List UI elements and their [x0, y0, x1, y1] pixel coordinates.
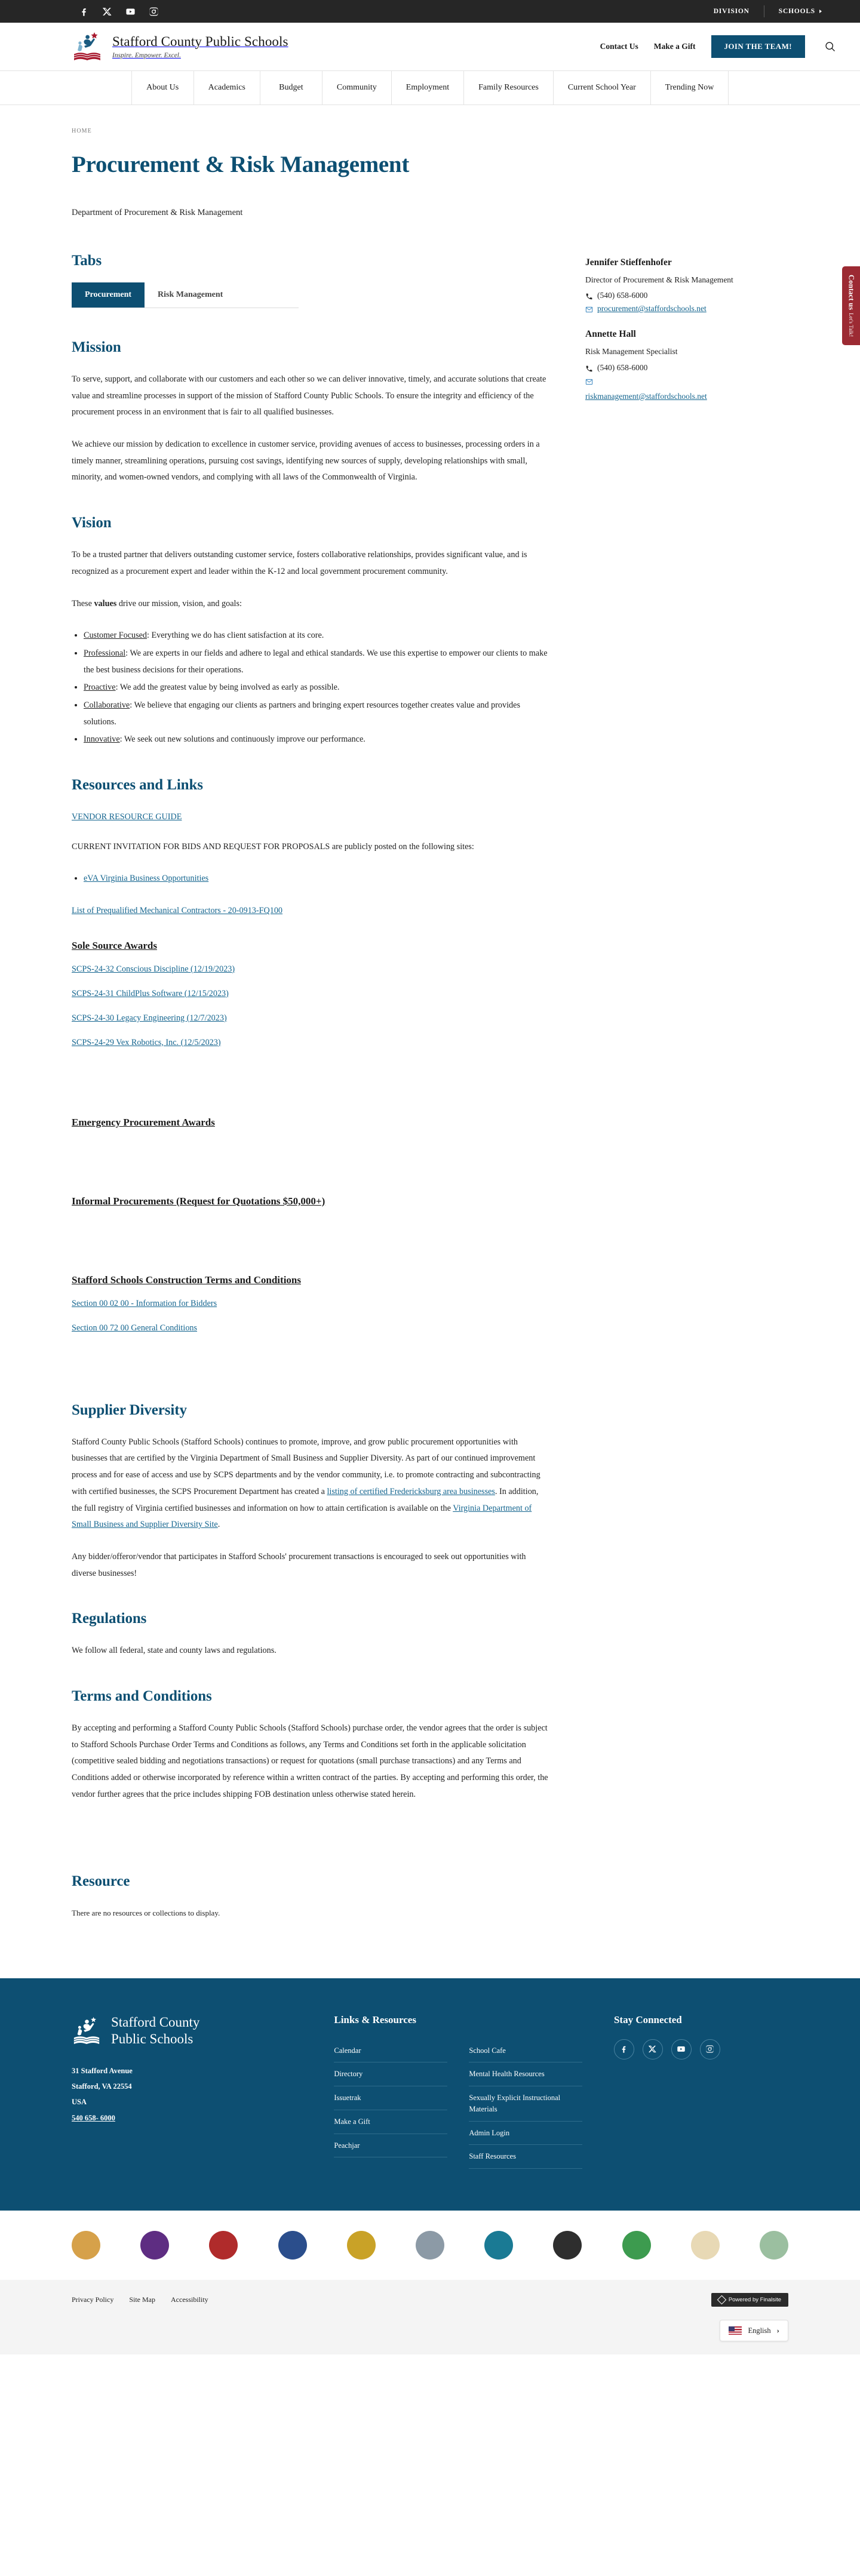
badge-gold[interactable]: [347, 2231, 376, 2260]
email-icon: [585, 378, 593, 386]
badge-flag[interactable]: [72, 2231, 100, 2260]
badge-star[interactable]: [140, 2231, 169, 2260]
sd-text-a: Stafford County Public Schools (Stafford Schools) continues to promote, improve, and grow public procurement opportunities with businesses that are certified by the Virginia Department of Small Business and Supplier Diversity. As part of our continued improvement process and for ease of access and use by SCPS departments and by the vendor community, i.e. to promote contracting and subcontracting with certified businesses, the SCPS Procurement Department has created a: [72, 1437, 540, 1496]
nav-item-community[interactable]: Community: [322, 71, 391, 104]
tabs-heading: Tabs: [72, 253, 102, 269]
certified-fredericksburg-businesses-link[interactable]: listing of certified Fredericksburg area businesses: [327, 1486, 495, 1496]
contact-name: Jennifer Stieffenhofer: [585, 257, 672, 268]
footer-brand-title: [111, 2014, 199, 2048]
footer-links-grid: [334, 2039, 584, 2169]
language-selector[interactable]: [720, 2320, 788, 2341]
nav-item-family-resources[interactable]: Family Resources: [463, 71, 553, 104]
contact-role: Risk Management Specialist: [585, 347, 678, 356]
sole-source-link[interactable]: SCPS-24-32 Conscious Discipline (12/19/2023): [72, 964, 235, 974]
prequalified-contractors-link[interactable]: List of Prequalified Mechanical Contractors - 20-0913-FQ100: [72, 906, 283, 916]
page-content: [0, 105, 860, 1978]
tab-procurement[interactable]: Procurement: [72, 282, 145, 308]
contact-us-side-tab-sublabel: Let's Talk!: [848, 312, 854, 337]
value-term: Professional: [84, 648, 126, 658]
breadcrumb[interactable]: HOME: [72, 128, 92, 134]
chevron-right-icon: ›: [776, 2326, 779, 2335]
footer-address: [72, 2063, 304, 2126]
tabs-row: [72, 282, 299, 308]
footer-link-school-cafe[interactable]: School Cafe: [469, 2039, 582, 2063]
search-icon[interactable]: [824, 41, 836, 53]
x-twitter-icon[interactable]: [643, 2039, 663, 2059]
sd-text-c: .: [217, 1520, 220, 1530]
values-intro-before: These: [72, 598, 94, 608]
powered-by-badge[interactable]: [711, 2293, 788, 2307]
site-logo-link[interactable]: [72, 30, 288, 63]
make-a-gift-link[interactable]: Make a Gift: [653, 42, 696, 51]
list-item: [84, 628, 549, 644]
sole-source-row: [72, 1013, 549, 1023]
sole-source-awards-heading: Sole Source Awards: [72, 939, 157, 951]
resource-heading: Resource: [72, 1873, 130, 1890]
value-text: : We seek out new solutions and continuously improve our performance.: [119, 734, 366, 745]
sd-text-b: . In addition, the full registry of Virginia certified businesses and information on how to attain certification is available on the: [72, 1486, 539, 1513]
badge-sage[interactable]: [760, 2231, 788, 2260]
contact-email-line: [585, 304, 782, 313]
site-map-link[interactable]: Site Map: [129, 2295, 155, 2304]
footer-brand-line-2: Public Schools: [111, 2031, 194, 2046]
nav-item-employment[interactable]: Employment: [391, 71, 463, 104]
main-navigation: [0, 70, 860, 105]
list-item: [84, 871, 549, 887]
badge-cream[interactable]: [691, 2231, 720, 2260]
value-text: : We believe that engaging our clients as partners and bringing expert resources together creates value and provides solutions.: [84, 700, 520, 727]
badge-green[interactable]: [622, 2231, 651, 2260]
contact-email-line: [585, 376, 782, 401]
construction-link-row: [72, 1298, 549, 1309]
contact-card: [585, 257, 782, 313]
list-item: [84, 697, 549, 730]
badge-dark[interactable]: [553, 2231, 582, 2260]
bottom-bar: [0, 2280, 860, 2320]
emergency-procurement-heading: Emergency Procurement Awards: [72, 1116, 215, 1128]
mission-paragraph-2: We achieve our mission by dedication to excellence in customer service, providing avenues of access to businesses, processing orders in a timely manner, streamlining operations, pursuing cost savings, identifying new sources of supply, developing relationships with small, minority, and women-owned vendors, and complying with all laws of the Commonwealth of Virginia.: [72, 439, 540, 482]
nav-item-about-us[interactable]: About Us: [131, 71, 194, 104]
footer-link-admin-login[interactable]: Admin Login: [469, 2122, 582, 2145]
footer-social-row: [614, 2039, 788, 2059]
footer-link-staff-resources[interactable]: Staff Resources: [469, 2145, 582, 2169]
language-bar: [0, 2320, 860, 2354]
supplier-diversity-paragraph-1: [72, 1434, 549, 1533]
values-intro-bold: values: [94, 598, 117, 608]
email-icon: [585, 306, 593, 313]
scps-logo-icon: [72, 2014, 102, 2048]
join-the-team-button[interactable]: JOIN THE TEAM!: [711, 35, 805, 58]
brand-tagline: Inspire. Empower. Excel.: [112, 51, 181, 59]
footer-links-col-2: [469, 2039, 582, 2169]
vision-heading: Vision: [72, 515, 112, 531]
construction-section-link[interactable]: Section 00 72 00 General Conditions: [72, 1323, 198, 1333]
footer-address-line-1: 31 Stafford Avenue: [72, 2066, 133, 2075]
contact-us-side-tab-label: Contact us: [847, 275, 856, 311]
footer-brand-column: [72, 2014, 304, 2169]
footer-link-calendar[interactable]: Calendar: [334, 2039, 447, 2063]
list-item: [84, 731, 549, 748]
us-flag-icon: [729, 2326, 742, 2335]
page-title: Procurement & Risk Management: [72, 152, 410, 177]
value-term: Collaborative: [84, 700, 130, 710]
value-text: : We add the greatest value by being involved as early as possible.: [115, 683, 340, 693]
value-text: : We are experts in our fields and adhere to legal and ethical standards. We use this expertise to empower our clients to make the best business decisions for their operations.: [84, 648, 548, 675]
footer-brand-line-1: Stafford County: [111, 2014, 200, 2030]
nav-list: [131, 71, 729, 104]
construction-link-row: [72, 1323, 549, 1333]
regulations-paragraph: We follow all federal, state and county laws and regulations.: [72, 1646, 277, 1656]
footer-link-mental-health-resources[interactable]: Mental Health Resources: [469, 2062, 582, 2086]
supplier-diversity-paragraph-2: Any bidder/offeror/vendor that participates in Stafford Schools' procurement transactions is encouraged to seek out opportunities with diverse businesses!: [72, 1551, 526, 1578]
contact-phone-line: [585, 363, 782, 373]
sole-source-link[interactable]: SCPS-24-29 Vex Robotics, Inc. (12/5/2023): [72, 1037, 221, 1047]
sole-source-row: [72, 988, 549, 999]
finalsite-logo-icon: [717, 2295, 727, 2305]
footer-link-peachjar[interactable]: Peachjar: [334, 2134, 447, 2158]
phone-icon: [585, 365, 593, 373]
topbar-schools-link[interactable]: [764, 8, 836, 15]
mission-paragraph-1: To serve, support, and collaborate with our customers and each other so we can deliver innovative, timely, and accurate solutions that create value and streamline processes in support of the mission of Stafford County Public Schools. To ensure the integrity and efficiency of the procurement process in an environment that is fair to all qualified businesses.: [72, 374, 546, 417]
nav-item-trending-now[interactable]: Trending Now: [650, 71, 729, 104]
youtube-icon[interactable]: [125, 7, 136, 17]
contact-role: Director of Procurement & Risk Management: [585, 275, 733, 284]
sole-source-link[interactable]: SCPS-24-30 Legacy Engineering (12/7/2023): [72, 1013, 227, 1023]
informal-procurements-heading: Informal Procurements (Request for Quotations $50,000+): [72, 1195, 325, 1207]
instagram-icon[interactable]: [700, 2039, 720, 2059]
resource-empty-text: There are no resources or collections to display.: [72, 1908, 220, 1918]
terms-paragraph: By accepting and performing a Stafford County Public Schools (Stafford Schools) purchase order, the vendor agrees that the order is subject to Stafford Schools Purchase Order Terms and Conditions as follows, any Terms and Conditions set forth in the applicable solicitation (competitive sealed bidding and negotiations transactions) or request for quotations (small purchase transactions) and any Terms and Conditions added or otherwise incorporated by reference within a written contract of the parties. By accepting and performing this order, the vendor further agrees that the price includes shipping FOB destination unless otherwise stated herein.: [72, 1723, 548, 1799]
accessibility-link[interactable]: Accessibility: [171, 2295, 208, 2304]
topbar-right-menus: [699, 5, 836, 17]
eva-virginia-link[interactable]: eVA Virginia Business Opportunities: [84, 874, 209, 884]
badge-purple-star[interactable]: [209, 2231, 238, 2260]
vendor-resource-guide-link[interactable]: VENDOR RESOURCE GUIDE: [72, 812, 182, 822]
mission-heading: Mission: [72, 339, 121, 355]
list-item: [84, 680, 549, 696]
value-text: : Everything we do has client satisfaction at its core.: [147, 631, 324, 641]
phone-icon: [585, 293, 593, 300]
nav-item-current-school-year[interactable]: Current School Year: [553, 71, 650, 104]
footer-link-issuetrak[interactable]: Issuetrak: [334, 2086, 447, 2110]
footer-address-country: USA: [72, 2098, 87, 2107]
footer-link-directory[interactable]: Directory: [334, 2062, 447, 2086]
accreditation-badges: [0, 2211, 860, 2280]
list-item: [84, 645, 549, 678]
vision-paragraph-1: To be a trusted partner that delivers outstanding customer service, fosters collaborative relationships, provides significant value, and is recognized as a procurement expert and leader within the K-12 and local government procurement community.: [72, 550, 527, 576]
values-list: [84, 628, 549, 748]
scps-logo-icon: [72, 30, 103, 63]
contact-card: [585, 329, 782, 401]
bid-sites-list: [84, 871, 549, 887]
x-twitter-icon[interactable]: [102, 7, 112, 17]
facebook-icon[interactable]: [79, 7, 89, 17]
footer-address-line-2: Stafford, VA 22554: [72, 2082, 132, 2091]
contact-us-side-tab[interactable]: [842, 266, 860, 345]
contact-phone: (540) 658-6000: [597, 362, 648, 372]
nav-item-budget[interactable]: Budget: [260, 71, 322, 104]
sidebar-contacts: [585, 253, 782, 417]
privacy-policy-link[interactable]: Privacy Policy: [72, 2295, 114, 2304]
contact-phone: (540) 658-6000: [597, 291, 648, 300]
construction-terms-heading: Stafford Schools Construction Terms and Conditions: [72, 1274, 301, 1286]
top-utility-bar: [0, 0, 860, 23]
supplier-diversity-heading: Supplier Diversity: [72, 1401, 187, 1418]
content-columns: [72, 253, 788, 1936]
footer-link-sexually-explicit-instructional-materials[interactable]: Sexually Explicit Instructional Materials: [469, 2086, 582, 2122]
facebook-icon[interactable]: [614, 2039, 634, 2059]
contact-us-link[interactable]: Contact Us: [600, 42, 638, 51]
youtube-icon[interactable]: [671, 2039, 692, 2059]
powered-by-label: Powered by Finalsite: [728, 2297, 781, 2304]
footer-links-col-1: [334, 2039, 447, 2169]
construction-section-link[interactable]: Section 00 02 00 - Information for Bidders: [72, 1298, 217, 1308]
sole-source-row: [72, 1037, 549, 1048]
topbar-schools-label: SCHOOLS: [778, 8, 815, 15]
contact-email-link[interactable]: procurement@staffordschools.net: [597, 304, 707, 313]
badge-teal[interactable]: [484, 2231, 513, 2260]
badge-seal-blue[interactable]: [278, 2231, 307, 2260]
brand-title: Stafford County Public Schools: [112, 34, 288, 50]
topbar-division-link[interactable]: DIVISION: [713, 8, 750, 15]
language-label: English: [748, 2326, 771, 2335]
main-column: [72, 253, 549, 1936]
footer-phone-link[interactable]: 540 658- 6000: [72, 2113, 115, 2122]
badge-grey[interactable]: [416, 2231, 444, 2260]
header-actions: [600, 35, 836, 58]
site-footer: [0, 1978, 860, 2211]
tab-risk-management[interactable]: Risk Management: [158, 290, 223, 299]
bids-notice-text: CURRENT INVITATION FOR BIDS AND REQUEST FOR PROPOSALS are publicly posted on the following sites:: [72, 841, 474, 852]
resources-heading: Resources and Links: [72, 777, 203, 793]
values-intro-after: drive our mission, vision, and goals:: [116, 598, 242, 608]
value-term: Proactive: [84, 683, 116, 693]
value-term: Customer Focused: [84, 631, 148, 641]
contact-email-link[interactable]: riskmanagement@staffordschools.net: [585, 391, 707, 401]
sole-source-link[interactable]: SCPS-24-31 ChildPlus Software (12/15/2023): [72, 988, 229, 998]
footer-links-column: [334, 2014, 584, 2169]
footer-social-column: [614, 2014, 788, 2169]
topbar-social-links: [79, 7, 159, 17]
chevron-right-icon: [819, 10, 822, 13]
contact-phone-line: [585, 291, 782, 300]
footer-brand-row: [72, 2014, 304, 2048]
instagram-icon[interactable]: [149, 7, 159, 17]
regulations-heading: Regulations: [72, 1610, 147, 1627]
site-header: [0, 23, 860, 70]
nav-item-academics[interactable]: Academics: [194, 71, 260, 104]
terms-and-conditions-heading: Terms and Conditions: [72, 1687, 212, 1704]
footer-link-make-a-gift[interactable]: Make a Gift: [334, 2110, 447, 2134]
footer-social-heading: Stay Connected: [613, 2014, 682, 2025]
department-subtitle: Department of Procurement & Risk Management: [72, 208, 243, 217]
value-term: Innovative: [84, 734, 120, 745]
sole-source-row: [72, 964, 549, 975]
virginia-dsbsd-site-link[interactable]: Virginia Department of Small Business and Supplier Diversity Site: [72, 1503, 532, 1530]
footer-links-heading: Links & Resources: [334, 2014, 416, 2025]
vision-values-intro: [72, 596, 549, 613]
contact-name: Annette Hall: [585, 329, 636, 340]
